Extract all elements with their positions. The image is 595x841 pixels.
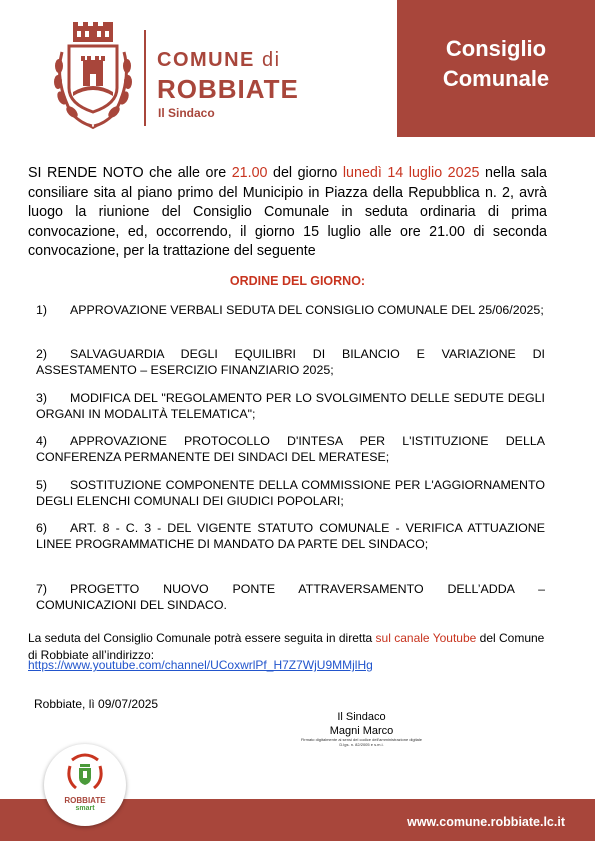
signer-title: Il Sindaco [337,711,386,723]
agenda-item-number: 3) [36,391,48,405]
agenda-item-number: 1) [36,303,48,317]
badge-sub: smart [75,805,95,812]
agenda-item-text: APPROVAZIONE PROTOCOLLO D'INTESA PER L'ISTITUZIONE DELLA CONFERENZA PERMANENTE DEI SINDACI DEL MERATESE; [36,434,545,465]
brand-robbiate: ROBBIATE [157,74,299,104]
brand-comune: COMUNE [157,49,255,71]
consiglio-comunale-banner [397,0,595,137]
banner-title [397,34,595,94]
banner-line-2: Comunale [442,66,550,91]
agenda-item [36,346,545,379]
streaming-highlight: sul canale Youtube [375,631,477,645]
header-divider [144,30,146,126]
badge-name: ROBBIATE [64,796,106,805]
coat-of-arms-icon [52,22,134,130]
robbiate-smart-badge [44,744,126,826]
notice-paragraph [28,164,547,262]
agenda-item-text: MODIFICA DEL "REGOLAMENTO PER LO SVOLGIMENTO DELLE SEDUTE DEGLI ORGANI IN MODALITÀ TELEMATICA"; [36,391,545,422]
agenda-item [36,477,545,510]
brand-sindaco: Il Sindaco [158,106,215,120]
agenda-item [36,302,545,318]
agenda-item-number: 6) [36,521,48,535]
agenda-item [36,581,545,614]
agenda-item-number: 4) [36,434,48,448]
agenda-item [36,433,545,466]
agenda-item-text: PROGETTO NUOVO PONTE ATTRAVERSAMENTO DELL’ADDA – COMUNICAZIONI DEL SINDACO. [36,582,545,613]
signer-name: Magni Marco [329,724,394,737]
agenda-item-text: SALVAGUARDIA DEGLI EQUILIBRI DI BILANCIO E VARIAZIONE DI ASSESTAMENTO – ESERCIZIO FINANZIARIO 2025; [36,347,545,378]
place-date: Robbiate, lì 09/07/2025 [34,697,159,711]
website-link[interactable]: www.comune.robbiate.lc.it [407,815,565,829]
agenda-item-text: APPROVAZIONE VERBALI SEDUTA DEL CONSIGLIO COMUNALE DEL 25/06/2025; [70,303,544,317]
brand-di: di [261,49,281,71]
agenda-item-text: SOSTITUZIONE COMPONENTE DELLA COMMISSIONE PER L'AGGIORNAMENTO DEGLI ELENCHI COMUNALI DEI GIUDICI POPOLARI; [36,478,545,509]
notice-text-1: SI RENDE NOTO che alle ore [28,165,232,181]
notice-text-2: del giorno [267,165,343,181]
notice-time: 21.00 [231,165,268,181]
signature-block [300,711,423,738]
agenda-title: ORDINE DEL GIORNO: [229,274,366,288]
streaming-text-1: La seduta del Consiglio Comunale potrà essere seguita in diretta [28,631,376,645]
agenda-item [36,520,545,553]
agenda-item-text: ART. 8 - C. 3 - DEL VIGENTE STATUTO COMUNALE - VERIFICA ATTUAZIONE LINEE PROGRAMMATICHE DI MANDATO DA PARTE DEL SINDACO; [36,521,545,552]
agenda-item-number: 2) [36,347,48,361]
streaming-text-2: del Comune di Robbiate all’indirizzo: [28,631,545,662]
banner-line-1: Consiglio [445,36,547,61]
notice-date: lunedì 14 luglio 2025 [342,165,480,181]
youtube-channel-link[interactable]: https://www.youtube.com/channel/UCoxwrlPf_H7Z7WjU9MMjlHg [28,658,373,672]
digital-signature-note: Firmato digitalmente ai sensi del codice dell'amministrazione digitale D.lgs. n. 82/2005 e s.m.i. [300,737,423,747]
robbiate-smart-badge-icon [66,752,104,792]
notice-text-3: nella sala consiliare sita al piano primo del Municipio in Piazza della Repubblica n. 2, avrà luogo la riunione del Consiglio Comunale in seduta ordinaria di prima convocazione, ed, occorrendo, il giorno 15 luglio alle ore 21.00 di seconda convocazione, per la trattazione del seguente [28,165,547,259]
brand-line-comune [157,49,281,72]
agenda-item-number: 5) [36,478,48,492]
agenda-item-number: 7) [36,582,48,596]
agenda-item [36,390,545,423]
